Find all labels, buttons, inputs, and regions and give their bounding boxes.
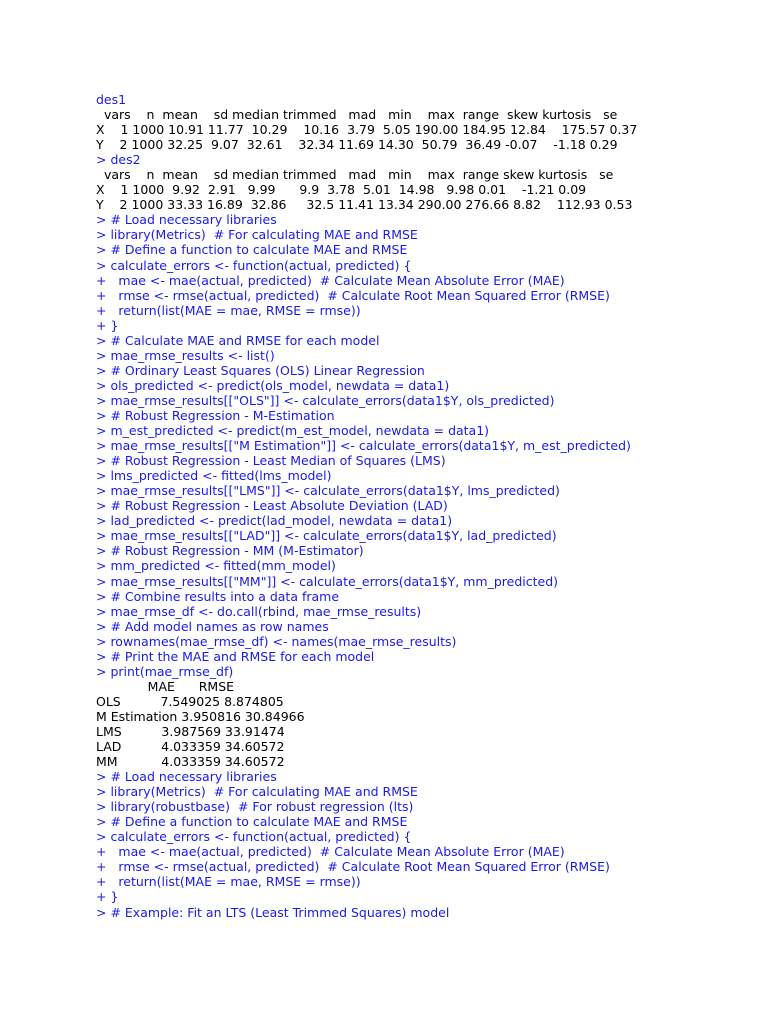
console-output-line: MM 4.033359 34.60572 (96, 754, 285, 770)
console-input-line: + mae <- mae(actual, predicted) # Calculate Mean Absolute Error (MAE) (96, 844, 565, 860)
console-input-line: > # Load necessary libraries (96, 769, 277, 785)
console-input-line: > lms_predicted <- fitted(lms_model) (96, 468, 332, 484)
console-input-line: > # Robust Regression - M-Estimation (96, 407, 335, 423)
console-input-line: + rmse <- rmse(actual, predicted) # Calculate Root Mean Squared Error (RMSE) (96, 859, 610, 875)
console-input-line: > # Combine results into a data frame (96, 588, 340, 604)
console-input-line: + mae <- mae(actual, predicted) # Calculate Mean Absolute Error (MAE) (96, 272, 565, 288)
console-input-line: > print(mae_rmse_df) (96, 663, 234, 679)
console-input-line: > # Define a function to calculate MAE and RMSE (96, 814, 408, 830)
console-output-line: MAE RMSE (96, 678, 235, 694)
console-input-line: + return(list(MAE = mae, RMSE = rmse)) (96, 874, 361, 890)
console-input-line: > library(Metrics) # For calculating MAE and RMSE (96, 227, 418, 243)
console-input-line: > calculate_errors <- function(actual, predicted) { (96, 257, 412, 273)
r-console-transcript (96, 92, 736, 920)
console-input-line: > m_est_predicted <- predict(m_est_model, newdata = data1) (96, 423, 490, 439)
console-output-line: X 1 1000 10.91 11.77 10.29 10.16 3.79 5.05 190.00 184.95 12.84 175.57 0.37 (96, 122, 638, 138)
console-input-line: > mae_rmse_results <- list() (96, 347, 275, 363)
console-input-line: > ols_predicted <- predict(ols_model, newdata = data1) (96, 377, 450, 393)
console-input-line: > mae_rmse_results[["OLS"]] <- calculate_errors(data1$Y, ols_predicted) (96, 392, 555, 408)
console-input-line: > library(Metrics) # For calculating MAE and RMSE (96, 784, 418, 800)
console-output-line: vars n mean sd median trimmed mad min max range skew kurtosis se (96, 167, 614, 183)
console-input-line: > mae_rmse_results[["LAD"]] <- calculate_errors(data1$Y, lad_predicted) (96, 528, 557, 544)
console-input-line: > # Define a function to calculate MAE and RMSE (96, 242, 408, 258)
console-input-line: > # Robust Regression - MM (M-Estimator) (96, 543, 364, 559)
console-input-line: > # Print the MAE and RMSE for each model (96, 648, 375, 664)
console-input-line: > mae_rmse_results[["MM"]] <- calculate_errors(data1$Y, mm_predicted) (96, 573, 558, 589)
console-input-line: > rownames(mae_rmse_df) <- names(mae_rmse_results) (96, 633, 457, 649)
console-input-line: > # Example: Fit an LTS (Least Trimmed Squares) model (96, 904, 450, 920)
console-output-line: Y 2 1000 33.33 16.89 32.86 32.5 11.41 13.34 290.00 276.66 8.82 112.93 0.53 (96, 197, 633, 213)
console-output-line: LMS 3.987569 33.91474 (96, 723, 285, 739)
console-output-line: X 1 1000 9.92 2.91 9.99 9.9 3.78 5.01 14.98 9.98 0.01 -1.21 0.09 (96, 182, 587, 198)
console-input-line: des1 (96, 92, 127, 107)
console-input-line: + } (96, 317, 119, 333)
console-input-line: + } (96, 889, 119, 905)
console-input-line: + return(list(MAE = mae, RMSE = rmse)) (96, 302, 361, 318)
console-input-line: > calculate_errors <- function(actual, predicted) { (96, 829, 412, 845)
console-input-line: > # Robust Regression - Least Absolute Deviation (LAD) (96, 498, 448, 514)
console-output-line: OLS 7.549025 8.874805 (96, 693, 284, 709)
console-output-line: LAD 4.033359 34.60572 (96, 739, 285, 755)
console-input-line: > # Calculate MAE and RMSE for each model (96, 332, 380, 348)
console-input-line: + rmse <- rmse(actual, predicted) # Calculate Root Mean Squared Error (RMSE) (96, 287, 610, 303)
console-input-line: > mm_predicted <- fitted(mm_model) (96, 558, 336, 574)
console-input-line: > des2 (96, 152, 141, 168)
console-input-line: > library(robustbase) # For robust regression (lts) (96, 799, 414, 815)
console-input-line: > # Add model names as row names (96, 618, 329, 634)
console-input-line: > mae_rmse_df <- do.call(rbind, mae_rmse_results) (96, 603, 422, 619)
console-input-line: > # Robust Regression - Least Median of Squares (LMS) (96, 453, 446, 469)
console-input-line: > lad_predicted <- predict(lad_model, newdata = data1) (96, 513, 453, 529)
console-output-line: vars n mean sd median trimmed mad min max range skew kurtosis se (96, 107, 618, 123)
console-output-line: Y 2 1000 32.25 9.07 32.61 32.34 11.69 14.30 50.79 36.49 -0.07 -1.18 0.29 (96, 137, 618, 153)
console-input-line: > mae_rmse_results[["M Estimation"]] <- calculate_errors(data1$Y, m_est_predicted) (96, 438, 631, 454)
console-input-line: > mae_rmse_results[["LMS"]] <- calculate_errors(data1$Y, lms_predicted) (96, 483, 560, 499)
console-input-line: > # Ordinary Least Squares (OLS) Linear Regression (96, 362, 425, 378)
console-input-line: > # Load necessary libraries (96, 212, 277, 228)
console-output-line: M Estimation 3.950816 30.84966 (96, 708, 305, 724)
